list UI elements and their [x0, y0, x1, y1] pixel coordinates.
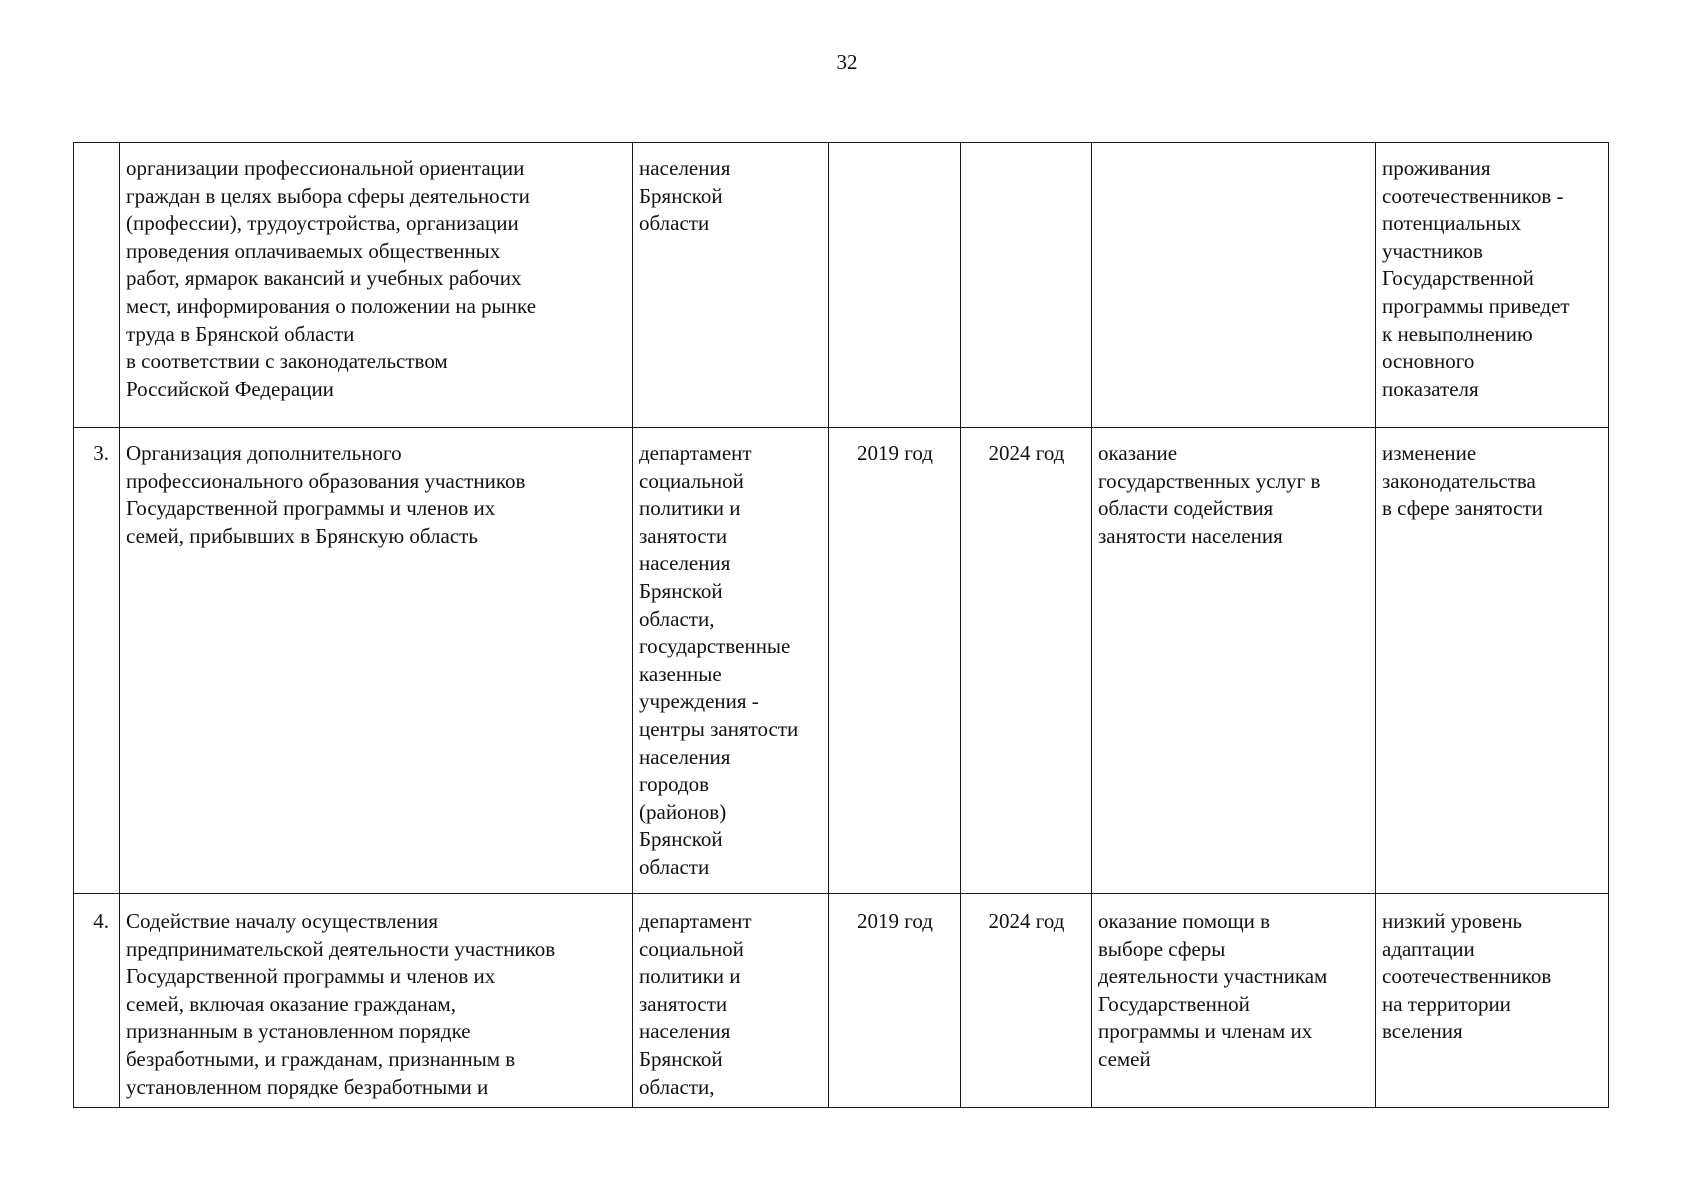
risk-cell: [1376, 143, 1609, 428]
result-cell: [1092, 894, 1376, 1108]
cell-text-line: выборе сферы: [1098, 936, 1226, 961]
result-cell: [1092, 143, 1376, 428]
cell-text-line: работ, ярмарок вакансий и учебных рабочих: [126, 266, 522, 291]
cell-text-line: занятости населения: [1098, 523, 1283, 548]
start-year-cell: 2019 год: [829, 428, 961, 894]
cell-text-line: семей, прибывших в Брянскую область: [126, 523, 478, 548]
cell-text-line: адаптации: [1382, 936, 1475, 961]
cell-text-line: низкий уровень: [1382, 909, 1523, 933]
activity-cell: [120, 143, 633, 428]
cell-text-line: центры занятости: [639, 716, 799, 741]
executor-cell: [633, 428, 829, 894]
cell-text-line: Брянской: [639, 183, 723, 208]
cell-text-line: семей: [1098, 1046, 1151, 1071]
program-activities-table: [73, 142, 1609, 1108]
cell-text-line: области,: [639, 606, 715, 631]
cell-text-line: занятости: [639, 991, 728, 1016]
cell-text-line: потенциальных: [1382, 211, 1522, 236]
end-year-cell: 2024 год: [961, 894, 1092, 1108]
cell-text-line: социальной: [639, 468, 744, 493]
cell-text-line: департамент: [639, 909, 752, 933]
row-number-cell: 4.: [74, 894, 120, 1108]
cell-text-line: основного: [1382, 349, 1475, 374]
risk-cell: [1376, 894, 1609, 1108]
cell-text-line: департамент: [639, 441, 752, 465]
cell-text-line: участников: [1382, 238, 1483, 263]
cell-text-line: на территории: [1382, 991, 1511, 1016]
cell-text-line: населения: [639, 1019, 731, 1044]
end-year-cell: [961, 143, 1092, 428]
cell-text-line: Организация дополнительного: [126, 441, 402, 465]
cell-text-line: Государственной программы и членов их: [126, 964, 496, 989]
cell-text-line: оказание: [1098, 441, 1178, 465]
cell-text-line: проведения оплачиваемых общественных: [126, 238, 501, 263]
cell-text-line: в сфере занятости: [1382, 496, 1543, 521]
cell-text-line: организации профессиональной ориентации: [126, 156, 525, 180]
cell-text-line: в соответствии с законодательством: [126, 349, 448, 374]
cell-text-line: Российской Федерации: [126, 376, 334, 401]
cell-text-line: установленном порядке безработными и: [126, 1074, 489, 1099]
cell-text-line: программы приведет: [1382, 293, 1570, 318]
cell-text-line: Государственной программы и членов их: [126, 496, 496, 521]
start-year-cell: [829, 143, 961, 428]
cell-text-line: государственные: [639, 634, 791, 659]
table-row: [74, 143, 1609, 428]
cell-text-line: области: [639, 854, 710, 879]
cell-text-line: семей, включая оказание гражданам,: [126, 991, 456, 1016]
cell-text-line: учреждения -: [639, 689, 759, 714]
cell-text-line: изменение: [1382, 441, 1477, 465]
row-number-cell: 3.: [74, 428, 120, 894]
executor-cell: [633, 143, 829, 428]
cell-text-line: предпринимательской деятельности участников: [126, 936, 556, 961]
cell-text-line: Брянской: [639, 827, 723, 852]
risk-cell: [1376, 428, 1609, 894]
table-row: [74, 894, 1609, 1108]
cell-text-line: политики и: [639, 496, 741, 521]
table-row: [74, 428, 1609, 894]
result-cell: [1092, 428, 1376, 894]
cell-text-line: безработными, и гражданам, признанным в: [126, 1046, 516, 1071]
cell-text-line: (районов): [639, 799, 727, 824]
activity-cell: [120, 428, 633, 894]
cell-text-line: занятости: [639, 523, 728, 548]
page-number: 32: [836, 50, 858, 74]
cell-text-line: Брянской: [639, 1046, 723, 1071]
cell-text-line: оказание помощи в: [1098, 909, 1271, 933]
cell-text-line: (профессии), трудоустройства, организации: [126, 211, 519, 236]
executor-cell: [633, 894, 829, 1108]
cell-text-line: области: [639, 211, 710, 236]
cell-text-line: государственных услуг в: [1098, 468, 1321, 493]
cell-text-line: показателя: [1382, 376, 1479, 401]
cell-text-line: казенные: [639, 661, 722, 686]
cell-text-line: Брянской: [639, 578, 723, 603]
cell-text-line: Содействие началу осуществления: [126, 909, 439, 933]
cell-text-line: населения: [639, 744, 731, 769]
cell-text-line: признанным в установленном порядке: [126, 1019, 471, 1044]
cell-text-line: труда в Брянской области: [126, 321, 355, 346]
cell-text-line: граждан в целях выбора сферы деятельности: [126, 183, 530, 208]
row-number-cell: [74, 143, 120, 428]
cell-text-line: населения: [639, 156, 731, 180]
cell-text-line: программы и членам их: [1098, 1019, 1313, 1044]
cell-text-line: области содействия: [1098, 496, 1274, 521]
cell-text-line: соотечественников -: [1382, 183, 1564, 208]
cell-text-line: политики и: [639, 964, 741, 989]
cell-text-line: Государственной: [1382, 266, 1534, 291]
cell-text-line: вселения: [1382, 1019, 1463, 1044]
start-year-cell: 2019 год: [829, 894, 961, 1108]
cell-text-line: населения: [639, 551, 731, 576]
cell-text-line: к невыполнению: [1382, 321, 1533, 346]
cell-text-line: профессионального образования участников: [126, 468, 526, 493]
activity-cell: [120, 894, 633, 1108]
cell-text-line: городов: [639, 772, 710, 797]
end-year-cell: 2024 год: [961, 428, 1092, 894]
cell-text-line: социальной: [639, 936, 744, 961]
cell-text-line: области,: [639, 1074, 715, 1099]
cell-text-line: соотечественников: [1382, 964, 1552, 989]
cell-text-line: деятельности участникам: [1098, 964, 1328, 989]
cell-text-line: Государственной: [1098, 991, 1250, 1016]
cell-text-line: законодательства: [1382, 468, 1536, 493]
cell-text-line: мест, информирования о положении на рынке: [126, 293, 537, 318]
cell-text-line: проживания: [1382, 156, 1491, 180]
